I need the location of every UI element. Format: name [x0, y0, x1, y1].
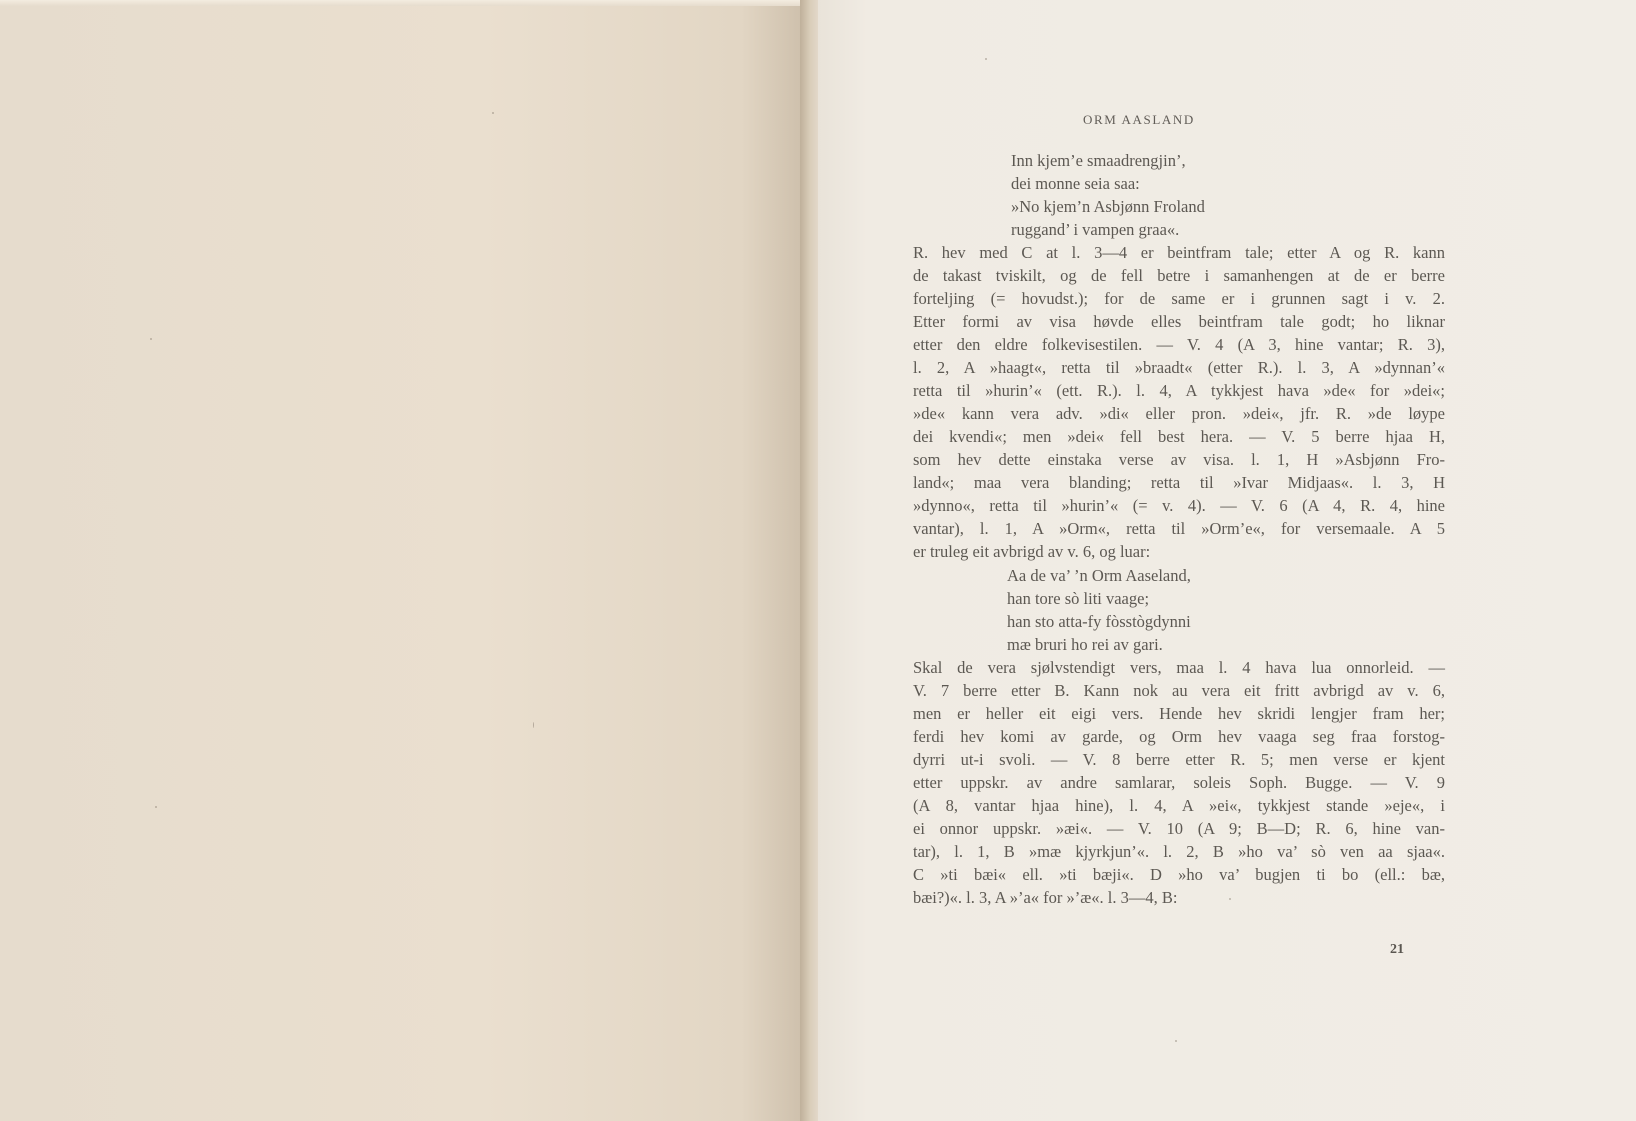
note-line: »dynno«, retta til »hurin’« (= v. 4). — V. 6 (A 4, R. 4, hine — [913, 496, 1445, 515]
verse-line: dei monne seia saa: — [1011, 174, 1140, 193]
verse-line: Inn kjem’e smaadrengjin’, — [1011, 151, 1186, 170]
paper-speck — [1175, 1040, 1177, 1042]
note-line: l. 2, A »haagt«, retta til »braadt« (etter R.). l. 3, A »dynnan’« — [913, 358, 1445, 377]
note-line: bæi?)«. l. 3, A »’a« for »’æ«. l. 3—4, B: — [913, 888, 1178, 907]
note-line: dyrri ut-i svoli. — V. 8 berre etter R. 5; men verse er kjent — [913, 750, 1445, 769]
note-line: forteljing (= hovudst.); for de same er i grunnen sagt i v. 2. — [913, 289, 1445, 308]
verse-line: ruggand’ i vampen graa«. — [1011, 220, 1180, 239]
note-line: land«; maa vera blanding; retta til »Ivar Midjaas«. l. 3, H — [913, 473, 1445, 492]
note-line: (A 8, vantar hjaa hine), l. 4, A »ei«, tykkjest stande »eje«, i — [913, 796, 1445, 815]
paper-speck — [155, 806, 157, 808]
verse-line: mæ bruri ho rei av gari. — [1007, 635, 1163, 654]
running-head: ORM AASLAND — [1083, 112, 1195, 127]
note-line: V. 7 berre etter B. Kann nok au vera eit fritt avbrigd av v. 6, — [913, 681, 1445, 700]
note-line: men er heller eit eigi vers. Hende hev skridi lengjer fram her; — [913, 704, 1445, 723]
paper-speck — [492, 112, 494, 114]
note-line: Skal de vera sjølvstendigt vers, maa l. 4 hava lua onnorleid. — — [913, 658, 1445, 677]
note-line: R. hev med C at l. 3—4 er beintfram tale; etter A og R. kann — [913, 243, 1445, 262]
left-page-blank — [0, 0, 805, 1121]
note-line: vantar), l. 1, A »Orm«, retta til »Orm’e«, for versemaale. A 5 — [913, 519, 1445, 538]
page-number: 21 — [1390, 942, 1404, 957]
verse-line: han sto atta-fy fòsstògdynni — [1007, 612, 1191, 631]
note-line: dei kvendi«; men »dei« fell best hera. — V. 5 berre hjaa H, — [913, 427, 1445, 446]
paper-speck — [150, 338, 152, 340]
paper-speck — [533, 722, 534, 728]
note-line: Etter formi av visa høvde elles beintfram tale godt; ho liknar — [913, 312, 1445, 331]
note-line: ei onnor uppskr. »æi«. — V. 10 (A 9; B—D; R. 6, hine van- — [913, 819, 1445, 838]
note-line: etter den eldre folkevisestilen. — V. 4 (A 3, hine vantar; R. 3), — [913, 335, 1445, 354]
note-line: etter uppskr. av andre samlarar, soleis Soph. Bugge. — V. 9 — [913, 773, 1445, 792]
verse-line: Aa de va’ ’n Orm Aaseland, — [1007, 566, 1191, 585]
verse-line: han tore sò liti vaage; — [1007, 589, 1150, 608]
note-line: retta til »hurin’« (ett. R.). l. 4, A tykkjest hava »de« for »dei«; — [913, 381, 1445, 400]
verse-line: »No kjem’n Asbjønn Froland — [1011, 197, 1205, 216]
note-line: er truleg eit avbrigd av v. 6, og luar: — [913, 542, 1151, 561]
note-line: tar), l. 1, B »mæ kjyrkjun’«. l. 2, B »ho va’ sò ven aa sjaa«. — [913, 842, 1445, 861]
paper-speck — [985, 58, 987, 60]
note-line: som hev dette einstaka verse av visa. l. 1, H »Asbjønn Fro- — [913, 450, 1445, 469]
note-line: C »ti bæi« ell. »ti bæji«. D »ho va’ bugjen ti bo (ell.: bæ, — [913, 865, 1445, 884]
note-line: »de« kann vera adv. »di« eller pron. »dei«, jfr. R. »de løype — [913, 404, 1445, 423]
note-line: ferdi hev komi av garde, og Orm hev vaaga seg fraa forstog- — [913, 727, 1445, 746]
left-page-top-edge — [0, 0, 805, 6]
note-line: de takast tviskilt, og de fell betre i samanhengen at de er berre — [913, 266, 1445, 285]
